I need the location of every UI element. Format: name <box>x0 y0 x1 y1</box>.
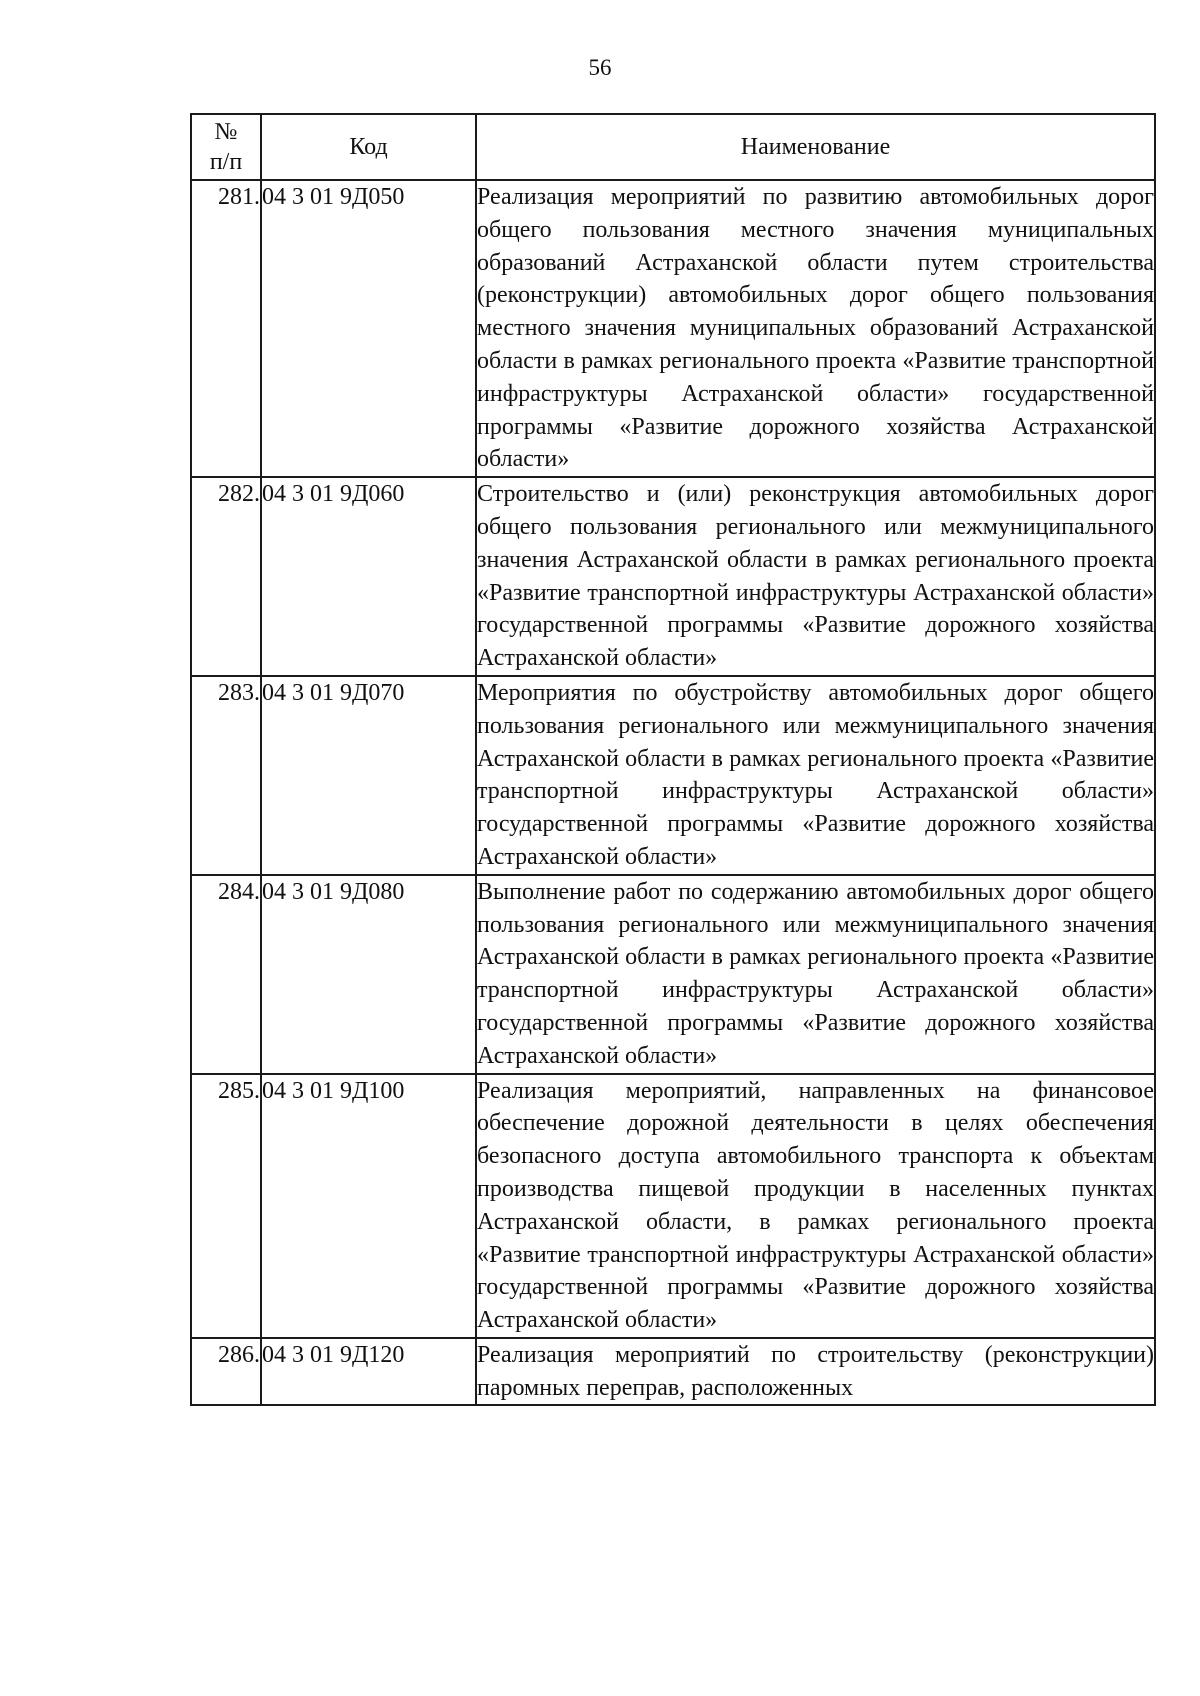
budget-code-table <box>190 113 1156 1406</box>
row-name: Выполнение работ по содержанию автомобильных дорог общего пользования регионального или межмуниципального значения Астраханской области в рамках регионального проекта «Развитие транспортной инфраструктуры Астраханской области» государственной программы «Развитие дорожного хозяйства Астраханской области» <box>476 875 1155 1074</box>
row-name: Реализация мероприятий, направленных на финансовое обеспечение дорожной деятельности в целях обеспечения безопасного доступа автомобильного транспорта к объектам производства пищевой продукции в населенных пунктах Астраханской области, в рамках регионального проекта «Развитие транспортной инфраструктуры Астраханской области» государственной программы «Развитие дорожного хозяйства Астраханской области» <box>476 1074 1155 1338</box>
header-number-sign: № <box>214 119 238 145</box>
row-number: 284. <box>191 875 261 1074</box>
row-code: 04 3 01 9Д100 <box>261 1074 476 1338</box>
row-name: Реализация мероприятий по строительству (реконструкции) паромных переправ, расположенных <box>476 1338 1155 1406</box>
table-row <box>191 1074 1155 1338</box>
table-row <box>191 180 1155 477</box>
row-code: 04 3 01 9Д080 <box>261 875 476 1074</box>
row-code: 04 3 01 9Д120 <box>261 1338 476 1406</box>
row-number: 285. <box>191 1074 261 1338</box>
page-number: 56 <box>588 55 612 80</box>
header-name: Наименование <box>476 114 1155 180</box>
header-number-abbr: п/п <box>209 149 243 175</box>
row-code: 04 3 01 9Д070 <box>261 676 476 875</box>
table-row <box>191 477 1155 676</box>
header-code: Код <box>261 114 476 180</box>
row-code: 04 3 01 9Д060 <box>261 477 476 676</box>
row-name: Мероприятия по обустройству автомобильных дорог общего пользования регионального или межмуниципального значения Астраханской области в рамках регионального проекта «Развитие транспортной инфраструктуры Астраханской области» государственной программы «Развитие дорожного хозяйства Астраханской области» <box>476 676 1155 875</box>
table-header-row <box>191 114 1155 180</box>
row-number: 283. <box>191 676 261 875</box>
header-number <box>191 114 261 180</box>
row-number: 282. <box>191 477 261 676</box>
row-number: 281. <box>191 180 261 477</box>
table-row <box>191 1338 1155 1406</box>
row-code: 04 3 01 9Д050 <box>261 180 476 477</box>
row-number: 286. <box>191 1338 261 1406</box>
row-name: Реализация мероприятий по развитию автомобильных дорог общего пользования местного значения муниципальных образований Астраханской области путем строительства (реконструкции) автомобильных дорог общего пользования местного значения муниципальных образований Астраханской области в рамках регионального проекта «Развитие транспортной инфраструктуры Астраханской области» государственной программы «Развитие дорожного хозяйства Астраханской области» <box>476 180 1155 477</box>
table-row <box>191 676 1155 875</box>
row-name: Строительство и (или) реконструкция автомобильных дорог общего пользования регионального или межмуниципального значения Астраханской области в рамках регионального проекта «Развитие транспортной инфраструктуры Астраханской области» государственной программы «Развитие дорожного хозяйства Астраханской области» <box>476 477 1155 676</box>
table-row <box>191 875 1155 1074</box>
